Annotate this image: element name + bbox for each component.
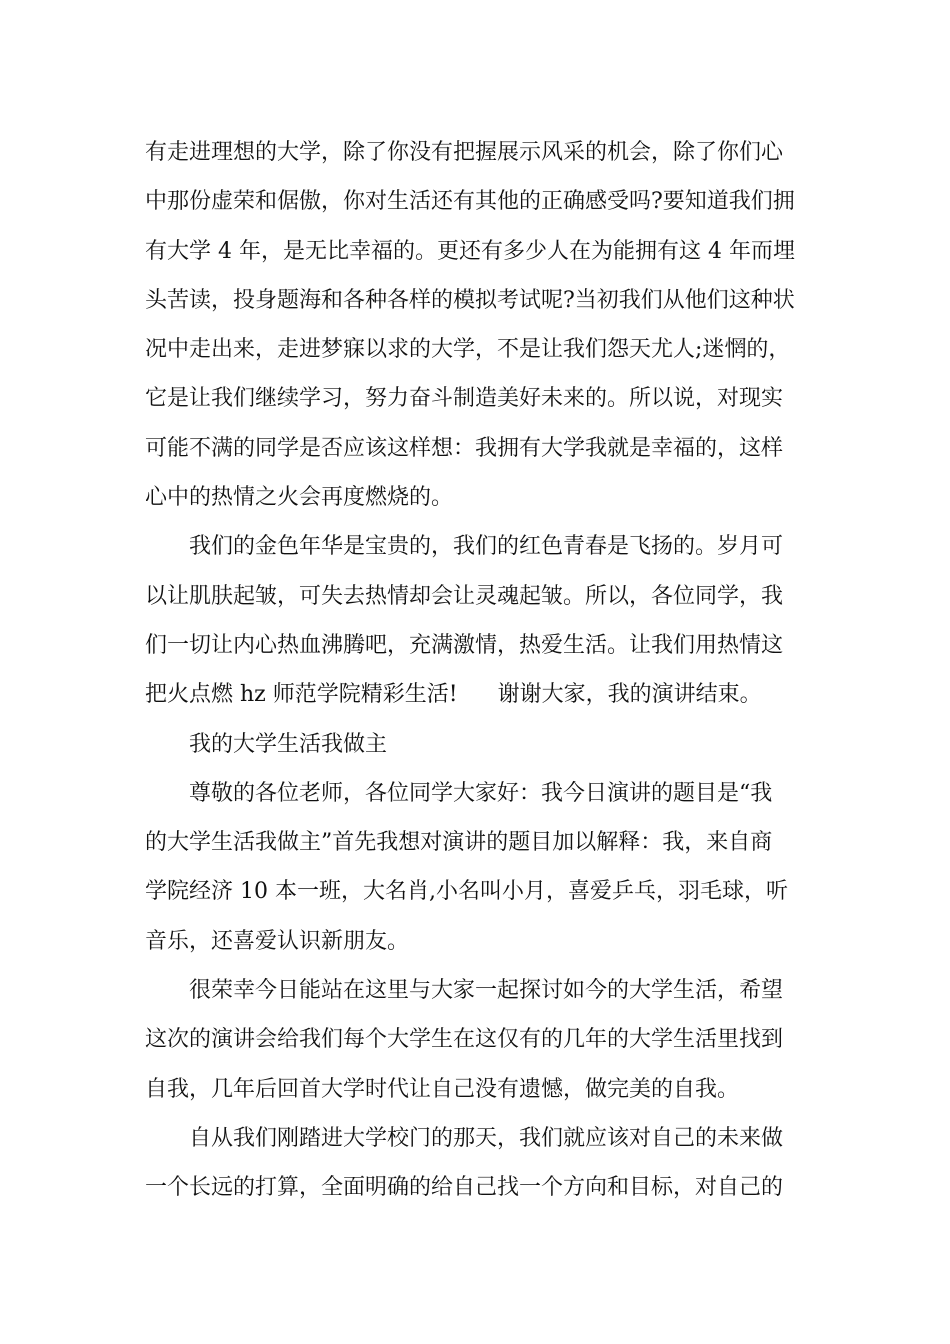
text-line: 这次的演讲会给我们每个大学生在这仅有的几年的大学生活里找到 (145, 1027, 784, 1053)
text-line: 它是让我们继续学习，努力奋斗制造美好未来的。所以说，对现实 (145, 386, 784, 412)
text-line: 学院经济 10 本一班，大名肖,小名叫小月，喜爱乒乓，羽毛球，听 (145, 879, 788, 905)
closing-line (145, 670, 815, 719)
paragraph-start-line: 尊敬的各位老师，各位同学大家好：我今日演讲的题目是“我 (189, 780, 773, 806)
paragraph-start-line: 我们的金色年华是宝贵的，我们的红色青春是飞扬的。岁月可 (189, 534, 784, 560)
text-line: 可能不满的同学是否应该这样想：我拥有大学我就是幸福的，这样 (145, 435, 784, 461)
text-line: 有大学 4 年，是无比幸福的。更还有多少人在为能拥有这 4 年而埋 (145, 238, 795, 264)
text-line: 一个长远的打算，全面明确的给自己找一个方向和目标，对自己的 (145, 1175, 784, 1201)
text-line: 况中走出来，走进梦寐以求的大学，不是让我们怨天尤人;迷惘的， (145, 337, 791, 363)
text-line: 心中的热情之火会再度燃烧的。 (145, 485, 454, 511)
text-line: 自我，几年后回首大学时代让自己没有遗憾，做完美的自我。 (145, 1076, 740, 1102)
text-line: 音乐，还喜爱认识新朋友。 (145, 928, 410, 954)
text-segment: 把火点燃 hz 师范学院精彩生活! (145, 682, 458, 708)
text-line: 们一切让内心热血沸腾吧，充满激情，热爱生活。让我们用热情这 (145, 632, 784, 658)
text-line: 的大学生活我做主”首先我想对演讲的题目加以解释：我，来自商 (145, 830, 773, 856)
paragraph-start-line: 很荣幸今日能站在这里与大家一起探讨如今的大学生活，希望 (189, 978, 784, 1004)
text-line: 以让肌肤起皱，可失去热情却会让灵魂起皱。所以，各位同学，我 (145, 583, 784, 609)
thanks-text: 谢谢大家，我的演讲结束。 (497, 682, 762, 708)
text-line: 中那份虚荣和倨傲，你对生活还有其他的正确感受吗?要知道我们拥 (145, 189, 795, 215)
text-line: 有走进理想的大学，除了你没有把握展示风采的机会，除了你们心 (145, 140, 784, 165)
text-line: 头苦读，投身题海和各种各样的模拟考试呢?当初我们从他们这种状 (145, 287, 795, 313)
speech-title: 我的大学生活我做主 (189, 731, 388, 757)
paragraph-start-line: 自从我们刚踏进大学校门的那天，我们就应该对自己的未来做 (189, 1125, 784, 1151)
body-text (145, 128, 815, 1213)
